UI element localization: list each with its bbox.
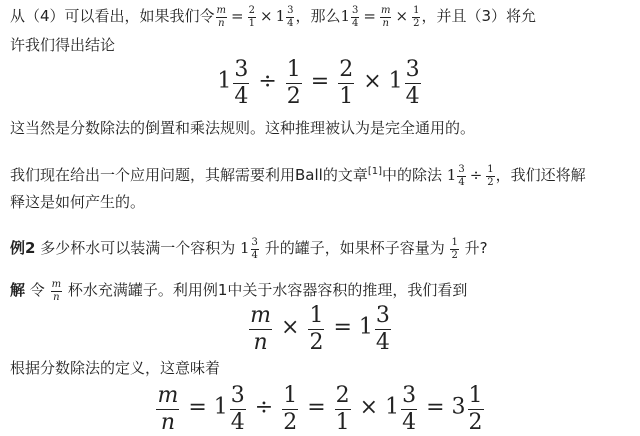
text-segment: 多少杯水可以装满一个容积为 (35, 239, 236, 257)
paragraph-4: 根据分数除法的定义，这意味着 (10, 359, 221, 377)
inline-fraction-half: $\frac{1}{2}$ (451, 237, 458, 261)
text-segment: 令 (25, 281, 45, 299)
text-segment: 杯水充满罐子。利用例1中关于水容器容积的推理，我们看到 (63, 281, 468, 299)
display-equation-1: 1 $\frac{3}{4}$ ÷ $\frac{1}{2}$ = $\frac{2}{1}$ × 1 $\frac{3}{4}$ (217, 57, 420, 109)
inline-equation-m-over-n: $\frac{m}{n}$ = $\frac{2}{1}$ × 1 $\frac{3}{4}$ (216, 5, 294, 29)
paragraph-1-line-1 (10, 5, 536, 29)
paragraph-2: 这当然是分数除法的倒置和乘法规则。这种推理被认为是完全通用的。 (10, 119, 476, 137)
inline-equation-division: 1 $\frac{3}{4}$ ÷ $\frac{1}{2}$ (446, 164, 494, 188)
text-segment: 中的除法 (382, 166, 443, 184)
text-segment: ，我们还将解 (495, 166, 586, 184)
solution (10, 279, 467, 303)
paragraph-3-line-1 (10, 162, 586, 188)
text-segment: 我们现在给出一个应用问题，其解需要利用Ball的文章 (10, 166, 368, 184)
paragraph-1-line-2: 许我们得出结论 (10, 36, 116, 54)
inline-mixed-number: 1 $\frac{3}{4}$ (240, 237, 258, 261)
example-2 (10, 237, 488, 261)
text-segment: 升的罐子，如果杯子容量为 (259, 239, 445, 257)
text-segment: ，那么 (295, 7, 341, 25)
text-segment: 升? (459, 239, 488, 257)
text-segment: ，并且（3）将允 (421, 7, 536, 25)
solution-label: 解 (10, 281, 26, 299)
display-equation-2: $\frac{m}{n}$ × $\frac{1}{2}$ = 1 $\frac{3}{4}$ (250, 303, 390, 355)
reference-link[interactable]: [1] (367, 166, 382, 177)
inline-equation-mixed: 1 $\frac{3}{4}$ = $\frac{m}{n}$ × $\frac{1}{2}$ (340, 5, 420, 29)
paragraph-3-line-2: 释这是如何产生的。 (10, 193, 146, 211)
inline-m-over-n: $\frac{m}{n}$ (51, 279, 62, 303)
display-equation-3: $\frac{m}{n}$ = 1 $\frac{3}{4}$ ÷ $\frac{1}{2}$ = $\frac{2}{1}$ × 1 $\frac{3}{4}$ = 3 $\frac{1}{2}$ (157, 383, 483, 435)
example-label: 例2 (10, 239, 36, 257)
text-segment: 从（4）可以看出，如果我们令 (10, 7, 215, 25)
